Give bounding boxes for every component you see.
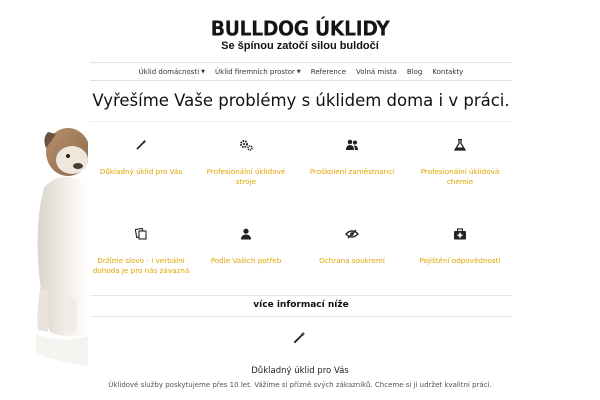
feature-label[interactable]: Držíme slovo - i verbální dohoda je pro nás závazná	[92, 256, 190, 275]
divider	[90, 295, 512, 296]
flask-icon	[410, 137, 510, 153]
documents-icon	[91, 226, 191, 242]
nav-item-label: Úklid firemních prostor	[215, 67, 295, 76]
magic-wand-icon	[290, 331, 308, 345]
detail-text: Úklidové služby poskytujeme přes 10 let. Vážíme si přízně svých zákazníků. Chceme si ji udržet kvalitní prácí.	[108, 381, 492, 389]
user-icon	[196, 226, 296, 242]
main-nav	[90, 62, 512, 81]
logo-tagline: Se špínou zatočí silou buldočí	[221, 40, 379, 52]
nav-item-office-cleaning[interactable]	[210, 68, 306, 76]
nav-item-jobs[interactable]: Volná místa	[356, 67, 397, 76]
feature-we-keep-our-word	[91, 226, 191, 276]
more-info-section	[90, 295, 512, 317]
magic-wand-icon	[91, 137, 191, 153]
feature-liability-insurance	[410, 226, 510, 266]
divider	[90, 121, 512, 122]
nav-item-references[interactable]: Reference	[310, 67, 347, 76]
feature-label[interactable]: Podle Vašich potřeb	[210, 256, 282, 265]
site-header	[0, 18, 600, 53]
users-icon	[302, 137, 402, 153]
feature-label[interactable]: Profesionální úklidové stroje	[206, 167, 286, 186]
feature-label[interactable]: Profesionální úklidová chemie	[420, 167, 500, 186]
feature-label[interactable]: Důkladný úklid pro Vás	[99, 167, 183, 176]
bulldog-photo	[26, 118, 88, 366]
nav-item-label: Úklid domácnosti	[138, 67, 200, 76]
divider	[90, 316, 512, 317]
feature-label[interactable]: Ochrana soukromí	[319, 256, 385, 265]
eye-slash-icon	[302, 226, 402, 242]
logo-title: BULLDOG ÚKLIDY	[210, 17, 390, 41]
feature-your-needs	[196, 226, 296, 266]
feature-professional-machines	[196, 137, 296, 187]
feature-label[interactable]: Pojištění odpovědnosti	[419, 256, 501, 265]
feature-thorough-cleaning	[91, 137, 191, 177]
feature-privacy	[302, 226, 402, 266]
medkit-icon	[410, 226, 510, 242]
site-logo[interactable]	[211, 18, 390, 53]
detail-title: Důkladný úklid pro Vás	[251, 366, 349, 376]
caret-down-icon: ▼	[296, 68, 301, 75]
gears-icon	[196, 137, 296, 153]
nav-item-blog[interactable]: Blog	[406, 67, 423, 76]
caret-down-icon: ▼	[201, 68, 206, 75]
nav-item-household-cleaning[interactable]	[134, 68, 210, 76]
page-headline: Vyřešíme Vaše problémy s úklidem doma i v práci.	[92, 91, 510, 110]
more-info-link[interactable]: více informací níže	[253, 300, 349, 310]
feature-professional-chemicals	[410, 137, 510, 187]
feature-label[interactable]: Proškolení zaměstnanci	[309, 167, 395, 176]
nav-item-contacts[interactable]: Kontakty	[432, 67, 464, 76]
feature-trained-staff	[302, 137, 402, 177]
